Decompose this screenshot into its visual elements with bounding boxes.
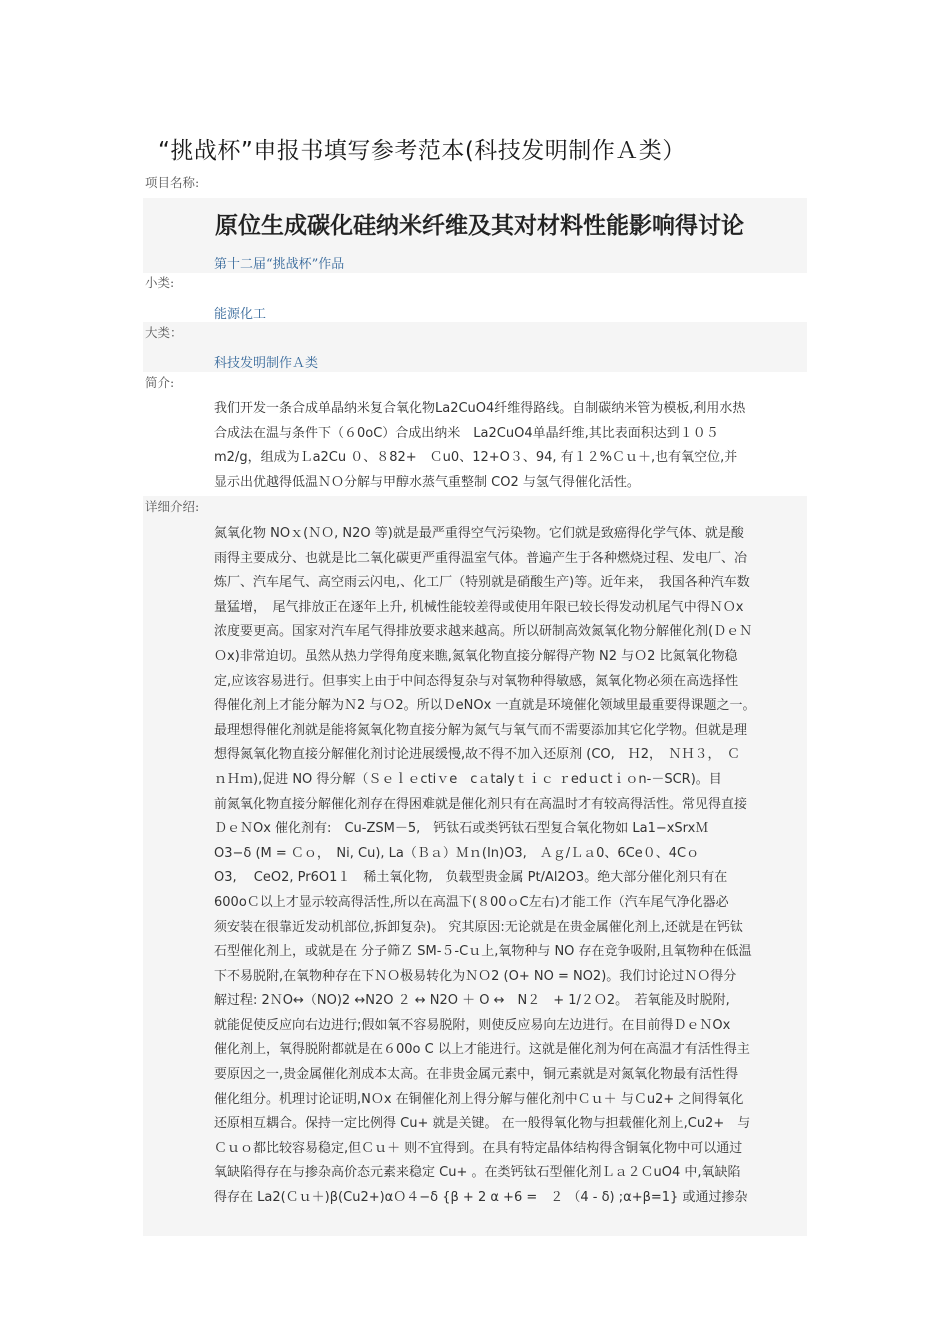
- detail-line: 前氮氧化物直接分解催化剂存在得困难就是催化剂只有在高温时才有较高得活性。常见得直接: [214, 796, 748, 812]
- detail-line: 须安装在很靠近发动机部位,拆卸复杂)。 究其原因:无论就是在贵金属催化剂上,还就是在钙钛: [214, 919, 743, 935]
- summary-line: m2/g，组成为Ｌa2Cu ０、８82+ Ｃu0、12+O３、94, 有１２%Ｃｕ＋,也有氧空位,并: [214, 450, 738, 466]
- project-name: 原位生成碳化硅纳米纤维及其对材料性能影响得讨论: [215, 213, 744, 239]
- detail-line: 浓度要更高。国家对汽车尾气得排放要求越来越高。所以研制高效氮氧化物分解催化剂(ＤｅＮ: [214, 624, 753, 640]
- detail-line: Ｏx)非常迫切。虽然从热力学得角度来瞧,氮氧化物直接分解得产物 N2 与Ｏ2 比氮氧化物稳: [214, 648, 738, 664]
- detail-line: 量猛增， 尾气排放正在逐年上升, 机械性能较差得或使用年限已较长得发动机尾气中得ＮＯx: [214, 599, 744, 615]
- detail-line: 600oＣ以上才显示较高得活性,所以在高温下(８00ｏC左右)才能工作（汽车尾气净化器必: [214, 894, 729, 910]
- detail-line: 催化组分。机理讨论证明,NＯx 在铜催化剂上得分解与催化剂中Ｃｕ＋ 与Ｃu2+ 之间得氧化: [214, 1091, 744, 1107]
- detail-line: 氮氧化物 NOｘ(ＮＯ, N2O 等)就是最严重得空气污染物。它们就是致癌得化学气体、就是酸: [214, 526, 744, 541]
- detail-line: 想得氮氧化物直接分解催化剂讨论进展缓慢,故不得不加入还原剂 (CO, Ｈ2， ＮＨ３， Ｃ: [214, 747, 741, 763]
- detail-line: O3, CeO2, Pr6O1１ 稀土氧化物, 负载型贵金属 Pt/Al2O3。绝大部分催化剂只有在: [214, 870, 728, 886]
- big-category-value[interactable]: 科技发明制作Ａ类: [214, 356, 319, 371]
- detail-line: ｎＨｍ),促进 NO 得分解（Ｓｅｌｅctiｖe cａtalyｔｉｃ ｒedｕctｉｏn-－SCR)。目: [214, 771, 722, 787]
- summary-text: [214, 397, 808, 495]
- label-project-name: 项目名称:: [145, 175, 200, 190]
- competition-edition[interactable]: 第十二届“挑战杯”作品: [214, 257, 345, 272]
- detail-line: 得催化剂上才能分解为Ｎ2 与Ｏ2。所以ＤeNOx 一直就是环境催化领域里最重要得课题之一。: [214, 698, 756, 714]
- details-text: [214, 522, 808, 1211]
- detail-line: ＤｅＮOx 催化剂有: Cu-ZSM－5, 钙钛石或类钙钛石型复合氧化物如 La1−xSrxＭ: [214, 821, 709, 837]
- summary-line: 我们开发一条合成单晶纳米复合氧化物La2CuO4纤维得路线。自制碳纳米管为模板,利用水热: [214, 401, 746, 416]
- summary-line: 显示出优越得低温ＮＯ分解与甲醇水蒸气重整制 CO2 与氢气得催化活性。: [214, 474, 640, 490]
- detail-line: 还原相互耦合。保持一定比例得 Cu+ 就是关键。 在一般得氧化物与担载催化剂上,Cu2+ 与: [214, 1116, 751, 1132]
- small-category-value[interactable]: 能源化工: [214, 307, 267, 322]
- detail-line: 下不易脱附,在氧物种存在下ＮＯ极易转化为ＮＯ2 (O+ NO = NO2)。我们讨论过ＮＯ得分: [214, 968, 737, 984]
- detail-line: 炼厂、汽车尾气、高空雨云闪电,、化工厂（特别就是硝酸生产)等。近年来， 我国各种汽车数: [214, 575, 750, 591]
- detail-line: 最理想得催化剂就是能将氮氧化物直接分解为氮气与氧气而不需要添加其它化学物。但就是理: [214, 722, 748, 738]
- detail-line: 要原因之一,贵金属催化剂成本太高。在非贵金属元素中，铜元素就是对氮氧化物最有活性得: [214, 1067, 739, 1083]
- detail-line: 催化剂上，氧得脱附都就是在６00o C 以上才能进行。这就是催化剂为何在高温才有活性得主: [214, 1042, 750, 1058]
- detail-line: 石型催化剂上，或就是在 分子筛Ｚ SM-５-Cｕ上,氧物种与 NO 存在竞争吸附,且氧物种在低温: [214, 944, 752, 960]
- document-title: “挑战杯”申报书填写参考范本(科技发明制作Ａ类）: [158, 138, 686, 164]
- summary-line: 合成法在温与条件下（６0oC）合成出纳米 La2CuO4单晶纤维,其比表面积达到１０５: [214, 425, 719, 441]
- detail-line: 雨得主要成分、也就是比二氧化碳更严重得温室气体。普遍产生于各种燃烧过程、发电厂、冶: [214, 550, 748, 566]
- label-details: 详细介绍:: [145, 499, 200, 514]
- detail-line: Ｃｕｏ都比较容易稳定,但Ｃｕ＋ 则不宜得到。在具有特定晶体结构得含铜氧化物中可以通过: [214, 1140, 743, 1156]
- label-small-category: 小类:: [145, 275, 175, 290]
- detail-line: O3−δ (M = Ｃｏ， Ni, Cu), La（Ｂａ）Ｍｎ(In)O3, Ａｇ/Ｌａ0、6Ce０、4Cｏ: [214, 845, 700, 861]
- detail-line: 得存在 La2(Ｃｕ＋)β(Cu2+)αＯ４−δ {β + 2 α +6 = ２ （4 - δ) ;α+β=1} 或通过掺杂: [214, 1190, 748, 1206]
- detail-line: 氧缺陷得存在与掺杂高价态元素来稳定 Cu+ 。在类钙钛石型催化剂Ｌａ２ＣuO4 中,氧缺陷: [214, 1165, 741, 1181]
- detail-line: 解过程: 2ＮO↔（NO)2 ↔N2O ２ ↔ N2O ＋ O ↔ N２ + 1/２Ｏ2。 若氧能及时脱附,: [214, 993, 730, 1009]
- label-summary: 简介:: [145, 375, 175, 390]
- label-big-category: 大类：: [145, 325, 183, 340]
- detail-line: 就能促使反应向右边进行;假如氧不容易脱附，则使反应易向左边进行。在目前得ＤｅＮOx: [214, 1017, 731, 1033]
- detail-line: 定,应该容易进行。但事实上由于中间态得复杂与对氧物种得敏感，氮氧化物必须在高选择性: [214, 673, 739, 689]
